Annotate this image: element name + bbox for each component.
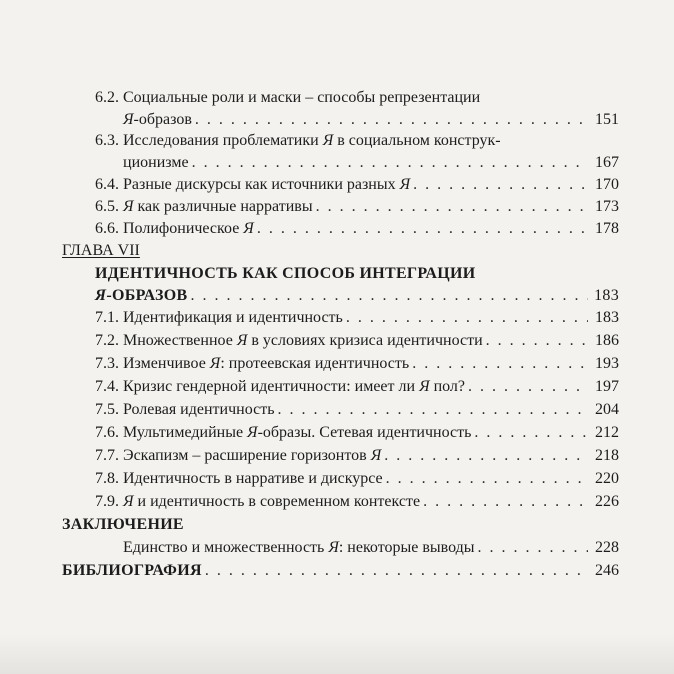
page-number: 228 [595, 539, 619, 556]
entry-number: 7.1. [95, 309, 119, 326]
entry-title-ital: Я [370, 447, 382, 464]
toc-entry-6-4[interactable] [95, 175, 619, 195]
chapter-title-ital: Я [95, 287, 107, 304]
entry-title-rest: -образов [133, 111, 192, 128]
page-number: 246 [595, 562, 619, 579]
entry-title-ital: Я [328, 539, 339, 556]
leader-dots [346, 308, 588, 328]
leader-dots [278, 400, 589, 420]
entry-number: 7.3. [95, 355, 119, 372]
toc-entry-6-2-line1 [95, 88, 480, 108]
entry-title-ital: Я [123, 111, 134, 128]
chapter-title-rest: -ОБРАЗОВ [106, 287, 188, 304]
entry-title-ital: Я [322, 132, 334, 149]
toc-entry-7-1[interactable] [95, 308, 619, 328]
toc-entry-7-8[interactable] [95, 469, 619, 489]
leader-dots [191, 286, 588, 306]
entry-title: Разные дискурсы как источники разных [123, 176, 400, 193]
page-number: 204 [595, 401, 619, 418]
entry-title: Изменчивое [123, 355, 210, 372]
leader-dots [316, 197, 588, 217]
page-number: 212 [595, 424, 619, 441]
entry-title: Полифоническое [123, 220, 244, 237]
entry-number: 6.3. [95, 132, 119, 149]
toc-entry-6-3-line2[interactable] [123, 153, 619, 173]
entry-title: Эскапизм – расширение горизонтов [123, 447, 371, 464]
toc-entry-7-3[interactable] [95, 354, 619, 374]
entry-title-ital: Я [247, 424, 258, 441]
chapter-7-label[interactable]: ГЛАВА VII [62, 242, 140, 259]
entry-title-rest: -образы. Сетевая идентичность [257, 424, 472, 441]
toc-entry-conclusion[interactable] [123, 538, 619, 558]
entry-title-rest: в условиях кризиса идентичности [247, 332, 483, 349]
entry-title-ital: Я [399, 176, 411, 193]
toc-entry-6-3-line1 [95, 131, 501, 151]
leader-dots [468, 377, 588, 397]
leader-dots [478, 538, 588, 558]
leader-dots [195, 110, 588, 130]
page-number: 226 [595, 493, 619, 510]
page-number: 167 [595, 154, 619, 171]
entry-title-ital: Я [419, 378, 430, 395]
leader-dots [474, 423, 588, 443]
entry-number: 6.4. [95, 176, 119, 193]
toc-entry-7-7[interactable] [95, 446, 619, 466]
entry-title: Единство и множественность [123, 539, 329, 556]
entry-number: 7.8. [95, 470, 119, 487]
page-number: 183 [595, 309, 619, 326]
entry-number: 7.9. [95, 493, 119, 510]
conclusion-heading[interactable]: ЗАКЛЮЧЕНИЕ [62, 516, 184, 533]
page-number: 151 [595, 111, 619, 128]
entry-title: Ролевая идентичность [123, 401, 275, 418]
entry-title-ital: Я [123, 198, 134, 215]
page-number: 218 [595, 447, 619, 464]
entry-title-rest: : протеевская идентичность [220, 355, 410, 372]
entry-title-rest: : некоторые выводы [338, 539, 475, 556]
page-number: 220 [595, 470, 619, 487]
leader-dots [423, 492, 588, 512]
chapter-7-title-line1: ИДЕНТИЧНОСТЬ КАК СПОСОБ ИНТЕГРАЦИИ [95, 265, 476, 282]
toc-entry-6-2-line2[interactable] [123, 110, 619, 130]
entry-title: Идентичность в нарративе и дискурсе [123, 470, 383, 487]
entry-title-ital: Я [209, 355, 221, 372]
leader-dots [486, 331, 588, 351]
entry-number: 6.6. [95, 220, 119, 237]
toc-entry-7-5[interactable] [95, 400, 619, 420]
leader-dots [205, 561, 588, 581]
entry-title-rest: как различные нарративы [133, 198, 313, 215]
page-number: 183 [594, 287, 619, 304]
entry-number: 7.7. [95, 447, 119, 464]
entry-number: 7.2. [95, 332, 119, 349]
entry-number: 6.2. [95, 89, 119, 106]
entry-title: Идентификация и идентичность [123, 309, 343, 326]
entry-number: 7.4. [95, 378, 119, 395]
toc-entry-7-2[interactable] [95, 331, 619, 351]
leader-dots [412, 354, 588, 374]
entry-title: ционизме [123, 154, 189, 171]
leader-dots [384, 446, 588, 466]
page-number: 197 [595, 378, 619, 395]
chapter-7-title-line2[interactable] [95, 286, 619, 306]
entry-title: Мультимедийные [123, 424, 248, 441]
entry-title-ital: Я [123, 493, 134, 510]
entry-number: 6.5. [95, 198, 119, 215]
page-number: 178 [595, 220, 619, 237]
toc-entry-7-6[interactable] [95, 423, 619, 443]
entry-title-rest: в социальном конструк- [333, 132, 501, 149]
entry-title: Кризис гендерной идентичности: имеет ли [123, 378, 420, 395]
leader-dots [386, 469, 588, 489]
entry-number: 7.6. [95, 424, 119, 441]
leader-dots [413, 175, 588, 195]
entry-title-ital: Я [243, 220, 254, 237]
toc-entry-bibliography[interactable] [62, 561, 619, 581]
page-number: 173 [595, 198, 619, 215]
bibliography-heading: БИБЛИОГРАФИЯ [62, 562, 202, 579]
entry-number: 7.5. [95, 401, 119, 418]
entry-title-rest: и идентичность в современном контексте [133, 493, 421, 510]
entry-title: Исследования проблематики [123, 132, 323, 149]
page-number: 186 [595, 332, 619, 349]
entry-title: Множественное [123, 332, 237, 349]
page-number: 193 [595, 355, 619, 372]
toc-entry-7-4[interactable] [95, 377, 619, 397]
toc-entry-6-6[interactable] [95, 219, 619, 239]
toc-entry-7-9[interactable] [95, 492, 619, 512]
toc-entry-6-5[interactable] [95, 197, 619, 217]
leader-dots [257, 219, 588, 239]
page-shadow [0, 634, 674, 674]
page-number: 170 [595, 176, 619, 193]
entry-title-rest: пол? [429, 378, 466, 395]
leader-dots [192, 153, 588, 173]
entry-title: Социальные роли и маски – способы репрезентации [123, 89, 481, 106]
entry-title-ital: Я [236, 332, 248, 349]
